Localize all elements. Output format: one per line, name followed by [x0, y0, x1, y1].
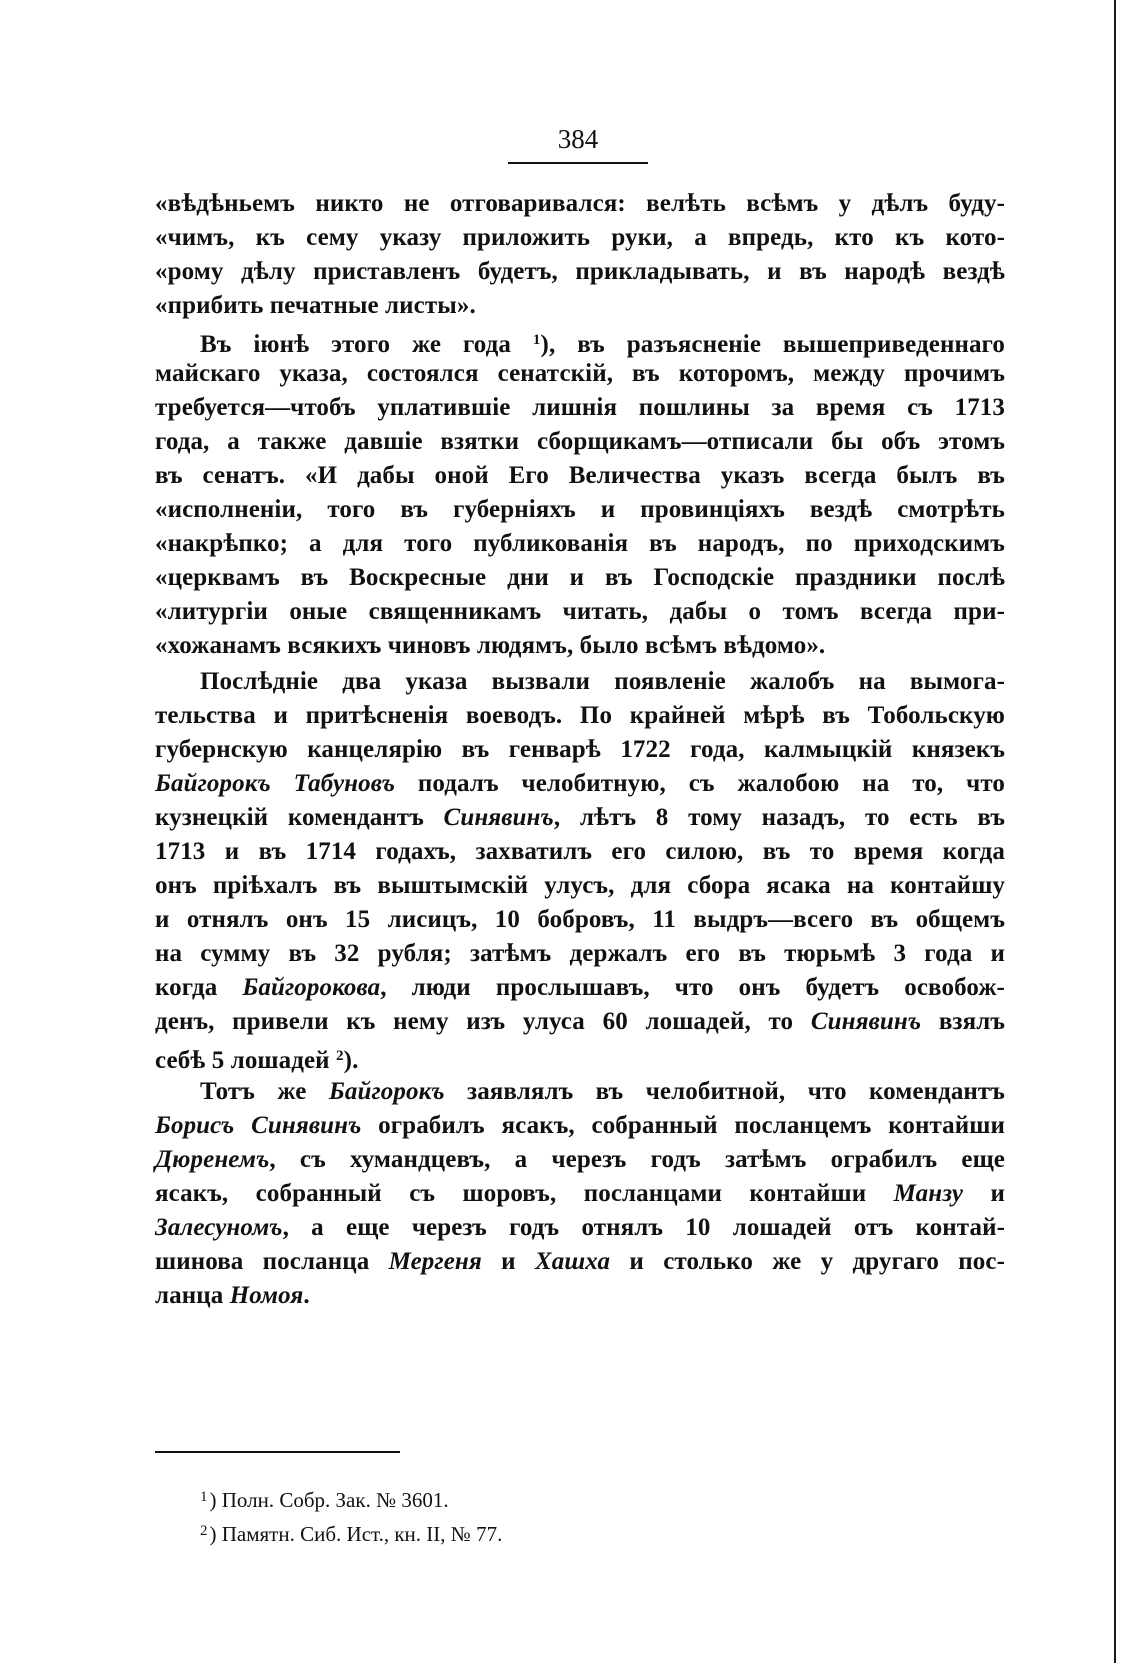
- footnote-rule: [155, 1451, 400, 1453]
- footnote-2: [200, 1516, 502, 1549]
- text-line-23: на сумму въ 32 рубля; затѣмъ держалъ его въ тюрьмѣ 3 года и: [155, 940, 1005, 967]
- text-line-27-start: Тотъ же: [200, 1078, 329, 1105]
- text-line-13: «литургіи оные священникамъ читать, дабы о томъ всегда при-: [155, 598, 1005, 625]
- text-line-33-end: .: [303, 1282, 310, 1309]
- text-line-29-end: , съ хумандцевъ, а черезъ годъ затѣмъ ограбилъ еще: [269, 1146, 1005, 1173]
- text-line-2: «чимъ, къ сему указу приложить руки, а впредь, кто къ кото-: [155, 224, 1005, 251]
- text-line-28-end: ограбилъ ясакъ, собранный посланцемъ контайши: [361, 1112, 1005, 1139]
- text-line-18-end: подалъ челобитную, съ жалобою на то, что: [394, 770, 1005, 797]
- name-mergenya: Мергеня: [388, 1248, 482, 1275]
- text-line-22: и отнялъ онъ 15 лисицъ, 10 бобровъ, 11 выдръ—всего въ общемъ: [155, 906, 1005, 933]
- text-line-27-end: заявлялъ въ челобитной, что комендантъ: [444, 1078, 1005, 1105]
- name-boris-sinyavin: Борисъ Синявинъ: [155, 1112, 362, 1139]
- text-line-4: «прибить печатные листы».: [155, 292, 476, 319]
- text-line-30-end: и: [963, 1180, 1006, 1207]
- text-line-19-start: кузнецкій комендантъ: [155, 804, 444, 831]
- text-line-24: [155, 970, 1005, 1006]
- text-line-24-end: , люди прослышавъ, что онъ будетъ освобож-: [380, 974, 1005, 1001]
- page-number: 384: [557, 124, 599, 154]
- text-line-25-end: взялъ: [921, 1008, 1005, 1035]
- text-line-5-start: Въ іюнѣ этого же года: [200, 331, 512, 358]
- text-line-32-end: и столько же у другаго пос-: [610, 1248, 1005, 1275]
- name-baigorok-tabunov: Байгорокъ Табуновъ: [155, 770, 395, 797]
- text-line-19: [155, 800, 1005, 836]
- footnote-2-mark: 2: [200, 1523, 208, 1539]
- text-line-8: года, а также давшіе взятки сборщикамъ—отписали бы объ этомъ: [155, 428, 1005, 455]
- text-line-32-start: шинова посланца: [155, 1248, 389, 1275]
- footnote-1-mark: 1: [200, 1489, 208, 1505]
- text-line-12: «церквамъ въ Воскресные дни и въ Господскіе праздники послѣ: [155, 564, 1005, 591]
- text-line-20: 1713 и въ 1714 годахъ, захватилъ его силою, въ то время когда: [155, 838, 1005, 865]
- name-baigorokova: Байгорокова: [242, 974, 381, 1001]
- page-number-rule: [508, 162, 648, 164]
- text-line-21: онъ пріѣхалъ въ выштымскій улусъ, для сбора ясака на контайшу: [155, 872, 1005, 899]
- text-line-25: [155, 1004, 1005, 1040]
- text-line-3: «рому дѣлу приставленъ будетъ, прикладывать, и въ народѣ вездѣ: [155, 258, 1005, 285]
- name-nomoya: Номоя: [229, 1282, 304, 1309]
- footnote-ref-2[interactable]: 2: [336, 1048, 344, 1064]
- name-zalesunom: Залесуномъ: [155, 1214, 283, 1241]
- name-sinyavin: Синявинъ: [443, 804, 554, 831]
- page-edge-line: [1114, 0, 1116, 1663]
- text-line-32: [155, 1244, 1005, 1280]
- text-line-29: [155, 1142, 1005, 1178]
- text-line-6: майскаго указа, состоялся сенатскій, въ которомъ, между прочимъ: [155, 360, 1005, 387]
- text-line-18: [155, 766, 1005, 802]
- text-line-24-start: когда: [155, 974, 243, 1001]
- text-line-32-mid: и: [481, 1248, 535, 1275]
- text-line-26-start: себѣ 5 лошадей: [155, 1047, 337, 1074]
- text-line-10: «исполненіи, того въ губерніяхъ и провинціяхъ вездѣ смотрѣть: [155, 496, 1005, 523]
- text-line-28: [155, 1108, 1005, 1144]
- name-dyurenem: Дюренемъ: [155, 1146, 270, 1173]
- text-line-31-end: , а еще черезъ годъ отнялъ 10 лошадей отъ контай-: [282, 1214, 1005, 1241]
- name-manzu: Манзу: [893, 1180, 964, 1207]
- name-baigorok: Байгорокъ: [328, 1078, 445, 1105]
- footnote-1-text: ) Полн. Собр. Зак. № 3601.: [209, 1488, 449, 1512]
- text-line-33: [155, 1278, 1005, 1314]
- name-khashkha: Хашха: [534, 1248, 611, 1275]
- footnote-ref-1[interactable]: 1: [532, 332, 541, 348]
- text-line-15: Послѣдніе два указа вызвали появленіе жалобъ на вымога-: [200, 668, 1005, 695]
- text-line-7: требуется—чтобъ уплатившіе лишнія пошлины за время съ 1713: [155, 394, 1005, 421]
- text-line-9: въ сенатъ. «И дабы оной Его Величества указъ всегда былъ въ: [155, 462, 1005, 489]
- text-line-1: «вѣдѣньемъ никто не отговаривался: велѣть всѣмъ у дѣлъ буду-: [155, 190, 1005, 217]
- text-line-27: [200, 1074, 1005, 1110]
- text-line-25-start: денъ, привели къ нему изъ улуса 60 лошадей, то: [155, 1008, 811, 1035]
- footnote-1: [200, 1482, 449, 1515]
- text-line-30-start: ясакъ, собранный съ шоровъ, посланцами контайши: [155, 1180, 894, 1207]
- text-line-17: губернскую канцелярію въ генварѣ 1722 года, калмыцкій князекъ: [155, 736, 1005, 763]
- name-sinyavin-2: Синявинъ: [810, 1008, 922, 1035]
- text-line-26: [155, 1038, 1005, 1074]
- text-line-16: тельства и притѣсненія воеводъ. По крайней мѣрѣ въ Тобольскую: [155, 702, 1005, 729]
- text-line-31: [155, 1210, 1005, 1246]
- text-line-30: [155, 1176, 1005, 1212]
- text-line-11: «накрѣпко; а для того публикованія въ народъ, по приходскимъ: [155, 530, 1005, 557]
- text-line-33-start: ланца: [155, 1282, 230, 1309]
- text-line-5: [200, 322, 1005, 358]
- footnote-2-text: ) Памятн. Сиб. Ист., кн. II, № 77.: [209, 1522, 503, 1546]
- text-line-26-end: ).: [343, 1047, 359, 1074]
- text-line-5-end: ), въ разъясненіе вышеприведеннаго: [540, 331, 1005, 358]
- text-line-14: «хожанамъ всякихъ чиновъ людямъ, было всѣмъ вѣдомо».: [155, 632, 826, 659]
- text-line-19-end: , лѣтъ 8 тому назадъ, то есть въ: [553, 804, 1005, 831]
